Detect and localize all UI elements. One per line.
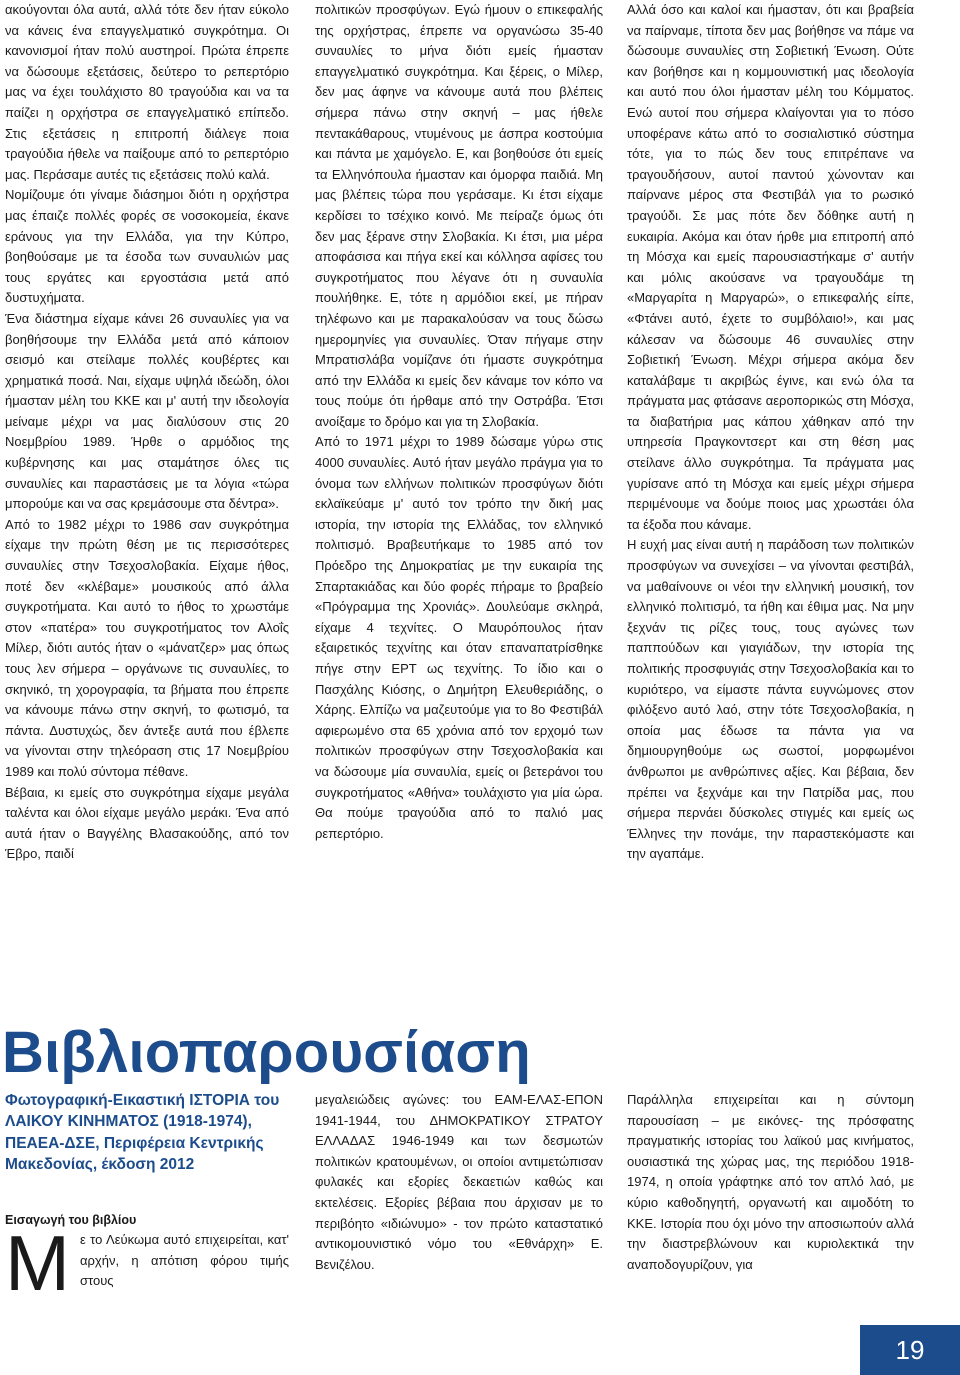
paragraph: Παράλληλα επιχειρείται και η σύντομη παρουσίαση – με εικόνες- της πρόσφατης πραγματικής ιστορίας του λαϊκού μας κινήματος, ουσιαστικά της χώρας μας, της περιόδου 1918-1974, η οποία γράφτηκε από τον απλό λαό, με κύριο καθοδηγητή, οργανωτή και αιμοδότη το ΚΚΕ. Ιστορία που όχι μόνο την αποσιωπούν αλλά την διαστρεβλώνουν και κυριολεκτικά την αναποδογυρίζουν, για [627, 1092, 914, 1272]
intro-label: Εισαγωγή του βιβλίου [5, 1213, 137, 1227]
paragraph: Από το 1982 μέχρι το 1986 σαν συγκρότημα είχαμε την πρώτη θέση με τις περισσότερες συναυλίες στην Τσεχοσλοβακία. Είχαμε ήθος, ποτέ δεν «κλέβαμε» μουσικούς από άλλα συγκροτήματα. Και αυτό το ήθος το χρωστάμε στον «πατέρα» του συγκροτήματος τον Αλοΐς Μίλερ, διότι αυτός ήταν ο «μάνατζερ» μας όπως τους λεν σήμερα – οργάνωνε τις συναυλίες, το σκηνικό, τη χορογραφία, τα βήματα που έπρεπε να κάνουμε πάνω στην σκηνή, το φωτισμό, τα πάντα. Δυστυχώς, δεν άντεξε αυτά που έβλεπε να γίνονται στην τηλεόραση στις 17 Νοεμβρίου 1989 και πολύ σύντομα πέθανε. [5, 516, 289, 779]
paragraph: ακούγονται όλα αυτά, αλλά τότε δεν ήταν εύκολο να κάνεις ένα επαγγελματικό συγκρότημα. Οι κανονισμοί ήταν πολύ αυστηροί. Πρώτα έπρεπε να δώσουμε εξετάσεις, δεύτερο το ρεπερτόριο μας να έχει τουλάχιστο 80 τραγούδια και να τα παίζει η ορχήστρα σε επαγγελματικό επίπεδο. Στις εξετάσεις η επιτροπή διάλεγε ποια τραγούδια ήθελε να παίξουμε από το ρεπερτόριο μας. Περάσαμε αυτές τις εξετάσεις πολύ καλά. [5, 2, 289, 182]
intro-text: ε το Λεύκωμα αυτό επιχειρείται, κατ' αρχήν, η απότιση φόρου τιμής στους [79, 1232, 289, 1289]
paragraph: μεγαλειώδεις αγώνες: του ΕΑΜ-ΕΛΑΣ-ΕΠΟΝ 1941-1944, του ΔΗΜΟΚΡΑΤΙΚΟΥ ΣΤΡΑΤΟΥ ΕΛΛΑΔΑΣ 1946-1949 και των δεσμωτών πολιτικών κρατουμένων, οι οποίοι αντιμετώπισαν φυλακές και εξορίες δεκαετιών καθώς και εκτελέσεις. Εξορίες βέβαια που άρχισαν με το περιβόητο «ιδιώνυμο» - τον πρώτο καταστατικό αντικομουνιστικό νόμο του «Εθνάρχη» Ε. Βενιζέλου. [315, 1092, 603, 1272]
article-column-2 [315, 0, 603, 844]
book-title: Φωτογραφική-Εικαστική ΙΣΤΟΡΙΑ του ΛΑΙΚΟΥ ΚΙΝΗΜΑΤΟΣ (1918-1974), ΠΕΑΕΑ-ΔΣΕ, Περιφέρεια Κεντρικής Μακεδονίας, έκδοση 2012 [5, 1092, 280, 1174]
paragraph: Ένα διάστημα είχαμε κάνει 26 συναυλίες για να βοηθήσουμε την Ελλάδα μετά από κάποιον σεισμό και στείλαμε πολλές κουβέρτες και χρηματικά ποσά. Ναι, είχαμε υψηλά ιδεώδη, όλοι ήμασταν μέλη του ΚΚΕ και μ' αυτή την ιδεολογία μείναμε μέχρι να μας διαλύσουν στις 20 Νοεμβρίου 1989. Ήρθε ο αρμόδιος της κυβέρνησης και μας σταμάτησε όλες τις συναυλίες και παραστάσεις με τα λόγια «τώρα μπορούμε και να σας κρεμάσουμε στα δέντρα». [5, 310, 289, 512]
paragraph: πολιτικών προσφύγων. Εγώ ήμουν ο επικεφαλής της ορχήστρας, έπρεπε να οργανώσω 35-40 συναυλίες το μήνα διότι εμείς ήμασταν επαγγελματικό συγκρότημα. Και ξέρεις, ο Μίλερ, δεν μας άφηνε να κάνουμε αυτά που βλέπεις σήμερα πάνω στην σκηνή – μας ήθελε πεντακάθαρους, ντυμένους με άσπρα κοστούμια και πάντα με χαμόγελο. Ε, και βοηθούσε ότι εμείς τα Ελληνόπουλα ήμασταν και όμορφα παιδιά. Μη μας βλέπεις τώρα που γεράσαμε. Κι έτσι είχαμε κερδίσει το τσέχικο κοινό. Με πείραζε όμως ότι δεν μας ξέρανε στην Σλοβακία. Κι έτσι, μια μέρα αποφάσισα και πήγα εκεί και κόλλησα αφίσες του συγκροτήματος που λέγανε ότι η συναυλία πουλήθηκε. Ε, τότε η αρμόδιοι εκεί, με πήραν τηλέφωνο και με παρακαλούσαν να τους δώσω ημερομηνίες για συναυλίες. Όταν πήγαμε στην Μπρατισλάβα νομίζανε ότι ήμαστε συγκρότημα από την Ελλάδα κι εμείς δεν κάναμε τον κόπο να τους πούμε ότι ήρθαμε από την Οστράβα. Έτσι ανοίξαμε το δρόμο και για τη Σλοβακία. [315, 2, 603, 429]
paragraph: Αλλά όσο και καλοί και ήμασταν, ότι και βραβεία να παίρναμε, τίποτα δεν μας βοήθησε να πάμε να δώσουμε συναυλίες στη Σοβιετική Ένωση. Ούτε καν βοήθησε και η κομμουνιστική μας ιδεολογία και αυτό που όλοι ήμασταν μέλη του Κόμματος. Ενώ αυτοί που σήμερα κλαίγονται για το πόσο υποφέρανε κάτω από το σοσιαλιστικό σύστημα τότε, για το πώς δεν τους επιτρέπανε να τραγουδήσουν, αυτοί παντού χώνονταν και παίρνανε μέρος στα Φεστιβάλ για το ρωσικό τραγούδι. Σε μας πότε δεν δόθηκε αυτή η ευκαιρία. Ακόμα και όταν ήρθε μια επιτροπή από τη Μόσχα και εμείς παρουσιαστήκαμε σ' αυτήν και μόλις ακούσανε να τραγουδάμε τη «Μαργαρίτα η Μαργαρώ», ο επικεφαλής είπε, «Φτάνει αυτό, έχετε το συμβόλαιο!», και μας κάλεσαν να δώσουμε 46 συναυλίες στην Σοβιετική Ένωση. Μέχρι σήμερα ακόμα δεν καταλάβαμε τι ακριβώς έγινε, και ενώ όλα τα πράγματα μας φτάσανε αεροπορικώς στη Μόσχα, τα διαβατήρια μας κάπου χάθηκαν από την υπηρεσία Πραγκοντσερτ και στη θέση μας στείλανε άλλο συγκρότημα. Τα πράγματα μας γυρίσανε από τη Μόσχα και εμείς μέχρι σήμερα περιμένουμε να δούμε ποιος μας χρωστάει όλα τα έξοδα που κάναμε. [627, 2, 914, 532]
page-number: 19 [860, 1325, 960, 1375]
article-column-1 [5, 0, 289, 865]
paragraph: Η ευχή μας είναι αυτή η παράδοση των πολιτικών προσφύγων να συνεχίσει – να γίνονται φεστιβάλ, να μαθαίνουνε οι νέοι την ελληνική μουσική, τον ελληνικό πολιτισμό, τα ήθη και έθιμα μας. Να μην ξεχνάν τις ρίζες τους, τους αγώνες των παππούδων και γιαγιάδων, την ιστορία της πολιτικής προσφυγιάς στην Τσεχοσλοβακία και το κυριότερο, να είμαστε πάντα ευγνώμονες στον φιλόξενο αυτό λαό, στην τότε Τσεχοσλοβακία, η οποία μας έδωσε τα πάντα για να δημιουργηθούμε ως σωστοί, μορφωμένοι άνθρωποι με ανθρώπινες αξίες. Και βέβαια, δεν πρέπει να ξεχνάμε και την Πατρίδα μας, που σήμερα περνάει δύσκολες στιγμές και εμείς ως Έλληνες την πονάμε, την παραστεκόμαστε και την αγαπάμε. [627, 537, 914, 862]
review-column-3 [627, 1090, 914, 1275]
paragraph: Βέβαια, κι εμείς στο συγκρότημα είχαμε μεγάλα ταλέντα και όλοι είχαμε μεγάλο μεράκι. Ένα από αυτά ήταν ο Βαγγέλης Βλασακούδης, από τον Έβρο, παιδί [5, 784, 289, 862]
paragraph: Νομίζουμε ότι γίναμε διάσημοι διότι η ορχήστρα μας έπαιζε πολλές φορές σε νοσοκομεία, έκανε εράνους για την Ελλάδα, για την Κύπρο, βοηθούσαμε με τα έσοδα των συναυλιών μας τους εργάτες και εργοστάσια μετά από δυστυχήματα. [5, 187, 289, 306]
drop-cap: Μ [5, 1219, 70, 1307]
review-column-2 [315, 1090, 603, 1275]
section-title: Βιβλιοπαρουσίαση [2, 1020, 531, 1085]
article-column-3 [627, 0, 914, 865]
paragraph: Από το 1971 μέχρι το 1989 δώσαμε γύρω στις 4000 συναυλίες. Αυτό ήταν μεγάλο πράγμα για το όνομα των ελλήνων πολιτικών προσφύγων διότι εκλαϊκεύαμε μ' αυτό τον τρόπο την δική μας ιστορία, την ιστορία της Ελλάδας, τον ελληνικό πολιτισμό. Βραβευτήκαμε το 1985 από τον Πρόεδρο της Δημοκρατίας με την ευκαιρία της Σπαρτακιάδας και δύο φορές πήραμε το βραβείο «Πρόγραμμα της Χρονιάς». Δουλεύαμε σκληρά, είχαμε 4 τεχνίτες. Ο Μαυρόπουλος ήταν εξαιρετικός τεχνίτης και όταν επαναπατρίσθηκε πήγε στην ΕΡΤ ως τεχνίτης. Το ίδιο και ο Πασχάλης Κιόσης, ο Δημήτρη Ελευθεριάδης, ο Χάρης. Ελπίζω να μαζευτούμε για το 8ο Φεστιβάλ αφιερωμένο στα 65 χρόνια από τον ερχομό των πολιτικών προσφύγων στην Τσεχοσλοβακία και να δώσουμε μία συναυλία, εμείς οι βετεράνοι του συγκροτήματος «Αθήνα» τουλάχιστο για μία ώρα. Θα πούμε τραγούδια από το παλιό μας ρεπερτόριο. [315, 434, 603, 841]
